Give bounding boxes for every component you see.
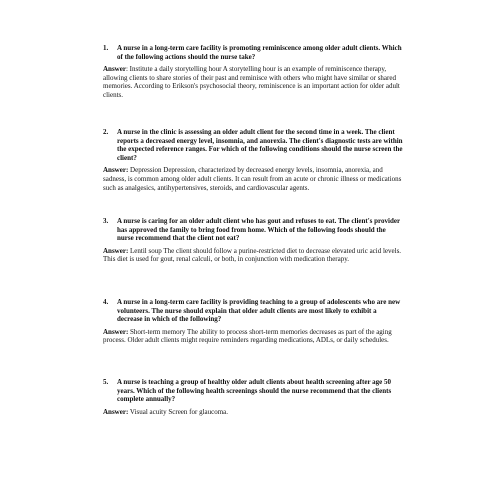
question-text: A nurse in a long-term care facility is providing teaching to a group of adolescents who are new volunteers. The nurse should explain that older adult clients are most likely to exhibit a decrease in which of the following? <box>117 298 401 324</box>
answer-label: Answer: <box>103 327 129 336</box>
question-number: 3. <box>103 217 109 225</box>
question-block-3 <box>103 217 403 264</box>
question-text: A nurse in the clinic is assessing an older adult client for the second time in a week. The client reports a decreased energy level, insomnia, and anorexia. The client's diagnostic tests are within the expected reference ranges. For which of the following conditions should the nurse screen the client? <box>117 128 403 162</box>
question-text: A nurse is teaching a group of healthy older adult clients about health screening after age 50 years. Which of the following health screenings should the nurse recommend that the clients complete annually? <box>117 378 392 404</box>
answer-label: Answer: <box>103 166 129 175</box>
answer-text: Depression Depression, characterized by decreased energy levels, insomnia, anorexia, and sadness, is common among older adult clients. It can result from an acute or chronic illness or medications such as analgesics, antihypertensives, steroids, and cardiovascular agents. <box>103 166 402 192</box>
question-3 <box>103 217 403 243</box>
question-4 <box>103 298 403 324</box>
question-text: A nurse in a long-term care facility is promoting reminiscence among older adult clients. Which of the following actions should the nurse take? <box>117 44 402 61</box>
answer-2 <box>103 166 403 192</box>
question-block-2 <box>103 128 403 192</box>
answer-text: Visual acuity Screen for glaucoma. <box>128 407 229 416</box>
question-number: 5. <box>103 378 109 386</box>
answer-text: Short-term memory The ability to process short-term memories decreases as part of the aging process. Older adult clients might require reminders regarding medications, ADLs, or daily schedules. <box>103 327 392 345</box>
question-text: A nurse is caring for an older adult client who has gout and refuses to eat. The client's provider has approved the family to bring food from home. Which of the following foods should the nurse recommend that the client not eat? <box>117 217 400 243</box>
question-number: 1. <box>103 44 109 52</box>
answer-text: : Institute a daily storytelling hour A storytelling hour is an example of reminiscence therapy, allowing clients to share stories of their past and reminisce with others who might have similar or shared memories. According to Erikson's psychosocial theory, reminiscence is an important action for older adult clients. <box>103 65 400 99</box>
question-block-4 <box>103 298 403 345</box>
answer-label: Answer <box>103 65 126 74</box>
answer-3 <box>103 247 403 264</box>
question-block-1 <box>103 44 403 100</box>
question-number: 2. <box>103 128 109 136</box>
question-block-5 <box>103 378 403 416</box>
question-2 <box>103 128 403 162</box>
answer-5 <box>103 408 403 417</box>
question-number: 4. <box>103 298 109 306</box>
answer-label: Answer: <box>103 407 129 416</box>
question-1 <box>103 44 403 61</box>
answer-text: Lentil soup The client should follow a purine-restricted diet to decrease elevated uric acid levels. This diet is used for gout, renal calculi, or both, in conjunction with medication therapy. <box>103 246 402 264</box>
question-5 <box>103 378 403 404</box>
answer-4 <box>103 328 403 345</box>
answer-1 <box>103 65 403 99</box>
answer-label: Answer: <box>103 246 129 255</box>
